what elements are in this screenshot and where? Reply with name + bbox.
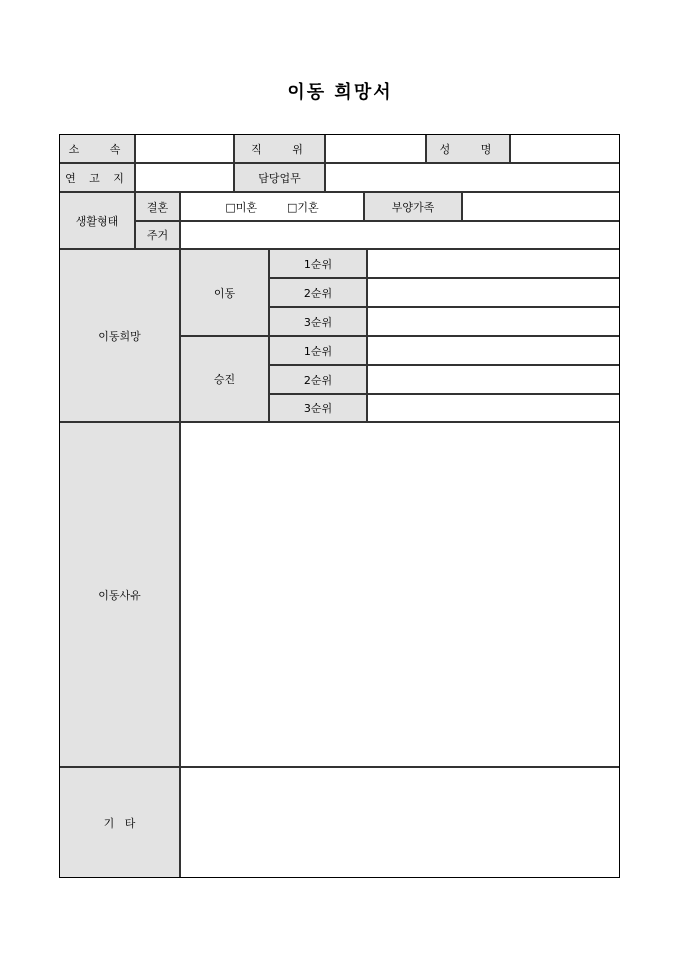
affiliation-label: 소 속: [59, 134, 135, 163]
promotion-rank-2-label: 2순위: [269, 365, 367, 394]
dependents-field[interactable]: [462, 192, 620, 221]
position-field[interactable]: [325, 134, 426, 163]
transfer-label: 이동: [180, 249, 269, 336]
promotion-rank-1-field[interactable]: [367, 336, 620, 365]
transfer-rank-3-field[interactable]: [367, 307, 620, 336]
residence-label: 주거: [135, 221, 180, 249]
dependents-label: 부양가족: [364, 192, 462, 221]
page-title: 이동 희망서: [287, 82, 393, 103]
transfer-rank-1-label: 1순위: [269, 249, 367, 278]
living-label: 생활형태: [59, 192, 135, 249]
promotion-rank-3-label: 3순위: [269, 394, 367, 422]
etc-label: 기 타: [59, 767, 180, 878]
promotion-rank-1-label: 1순위: [269, 336, 367, 365]
etc-field[interactable]: [180, 767, 620, 878]
relation-field[interactable]: [135, 163, 234, 192]
reason-field[interactable]: [180, 422, 620, 767]
transfer-rank-1-field[interactable]: [367, 249, 620, 278]
name-label: 성 명: [426, 134, 510, 163]
transfer-rank-3-label: 3순위: [269, 307, 367, 336]
transfer-rank-2-label: 2순위: [269, 278, 367, 307]
duty-label: 담당업무: [234, 163, 325, 192]
promotion-rank-2-field[interactable]: [367, 365, 620, 394]
duty-field[interactable]: [325, 163, 620, 192]
residence-field[interactable]: [180, 221, 620, 249]
single-checkbox[interactable]: □미혼: [225, 200, 257, 214]
name-field[interactable]: [510, 134, 620, 163]
position-label: 직 위: [234, 134, 325, 163]
transfer-hope-label: 이동희망: [59, 249, 180, 422]
promotion-rank-3-field[interactable]: [367, 394, 620, 422]
marriage-label: 결혼: [135, 192, 180, 221]
married-checkbox[interactable]: □기혼: [287, 200, 319, 214]
relation-label: 연 고 지: [59, 163, 135, 192]
reason-label: 이동사유: [59, 422, 180, 767]
marriage-options: [180, 192, 364, 221]
promotion-label: 승진: [180, 336, 269, 422]
transfer-rank-2-field[interactable]: [367, 278, 620, 307]
affiliation-field[interactable]: [135, 134, 234, 163]
